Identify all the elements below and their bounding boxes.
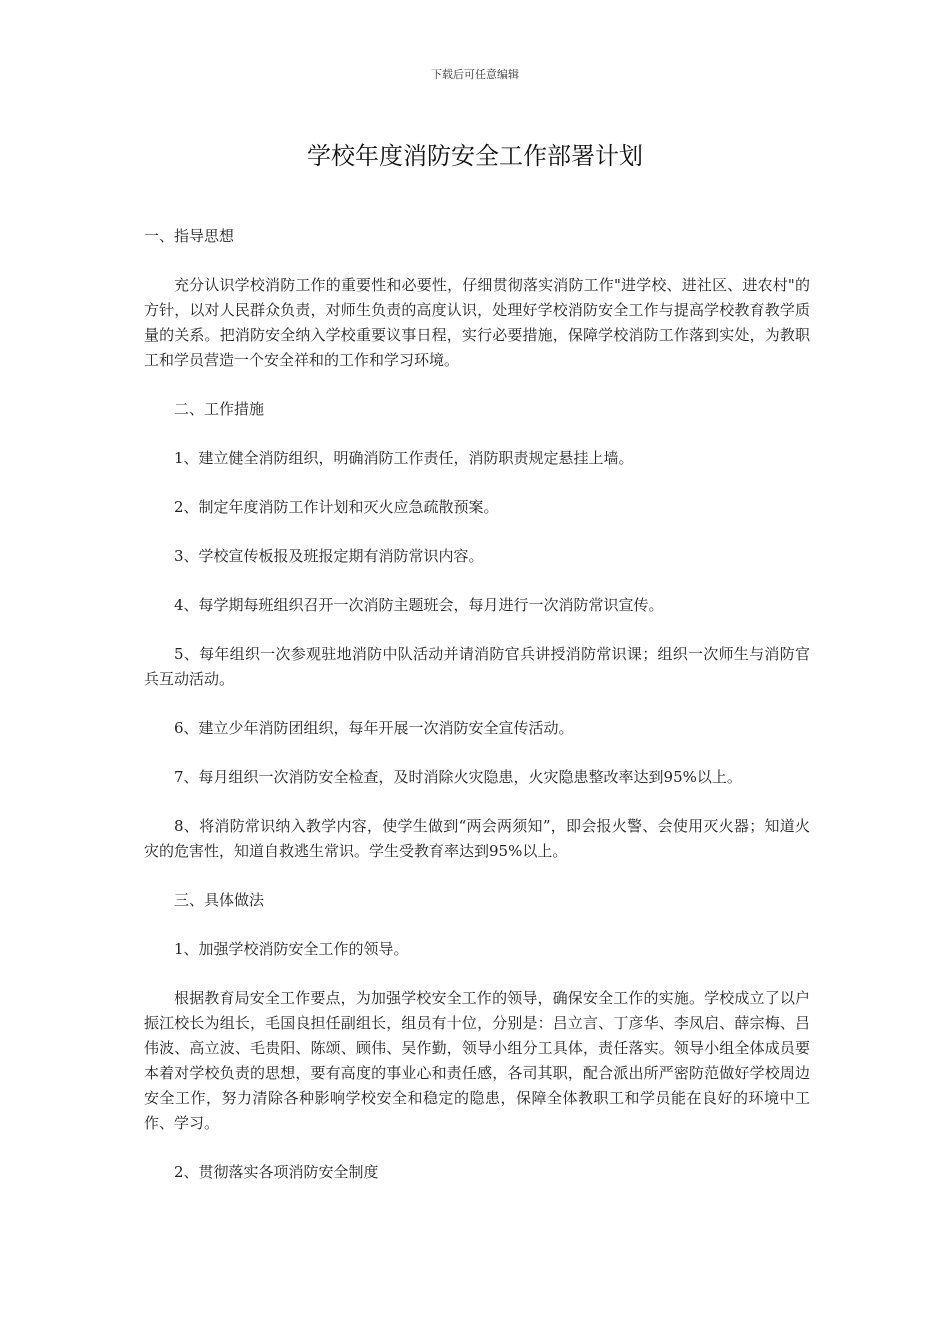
section-heading-guiding-ideology: 一、指导思想 bbox=[144, 227, 235, 245]
list-item-measure-4: 4、每学期每班组织召开一次消防主题班会，每月进行一次消防常识宣传。 bbox=[174, 596, 664, 614]
section-heading-work-measures: 二、工作措施 bbox=[174, 400, 265, 418]
section-heading-specific-practices: 三、具体做法 bbox=[174, 891, 265, 909]
paragraph-guiding-ideology: 充分认识学校消防工作的重要性和必要性，仔细贯彻落实消防工作"进学校、进社区、进农村"的方针，以对人民群众负责，对师生负责的高度认识，处理好学校消防安全工作与提高学校教育教学质量的关系。把消防安全纳入学校重要议事日程，实行必要措施，保障学校消防工作落到实处，为教职工和学员营造一个安全祥和的工作和学习环境。 bbox=[144, 276, 810, 369]
subheading-implement-regulations: 2、贯彻落实各项消防安全制度 bbox=[174, 1163, 379, 1181]
list-item-measure-2: 2、制定年度消防工作计划和灭火应急疏散预案。 bbox=[174, 498, 499, 516]
list-item-measure-6: 6、建立少年消防团组织，每年开展一次消防安全宣传活动。 bbox=[174, 719, 574, 737]
page-header-note: 下载后可任意编辑 bbox=[431, 68, 519, 81]
list-item-measure-7: 7、每月组织一次消防安全检查，及时消除火灾隐患，火灾隐患整改率达到95%以上。 bbox=[174, 768, 742, 786]
document-title: 学校年度消防安全工作部署计划 bbox=[307, 142, 643, 170]
list-item-measure-8: 8、将消防常识纳入教学内容，使学生做到“两会两须知”，即会报火警、会使用灭火器；知道火灾的危害性，知道自救逃生常识。学生受教育率达到95%以上。 bbox=[144, 817, 810, 860]
paragraph-leadership-group: 根据教育局安全工作要点，为加强学校安全工作的领导，确保安全工作的实施。学校成立了以户振江校长为组长，毛国良担任副组长，组员有十位，分别是：吕立言、丁彦华、李凤启、薛宗梅、吕伟波、高立波、毛贵阳、陈颂、顾伟、吴作勤，领导小组分工具体，责任落实。领导小组全体成员要本着对学校负责的思想，要有高度的事业心和责任感，各司其职，配合派出所严密防范做好学校周边安全工作，努力清除各种影响学校安全和稳定的隐患，保障全体教职工和学员能在良好的环境中工作、学习。 bbox=[144, 989, 810, 1132]
list-item-measure-5: 5、每年组织一次参观驻地消防中队活动并请消防官兵讲授消防常识课；组织一次师生与消防官兵互动活动。 bbox=[144, 645, 810, 688]
document-body bbox=[144, 224, 810, 1209]
list-item-measure-3: 3、学校宣传板报及班报定期有消防常识内容。 bbox=[174, 547, 484, 565]
list-item-measure-1: 1、建立健全消防组织，明确消防工作责任，消防职责规定悬挂上墙。 bbox=[174, 449, 634, 467]
subheading-strengthen-leadership: 1、加强学校消防安全工作的领导。 bbox=[174, 940, 409, 958]
